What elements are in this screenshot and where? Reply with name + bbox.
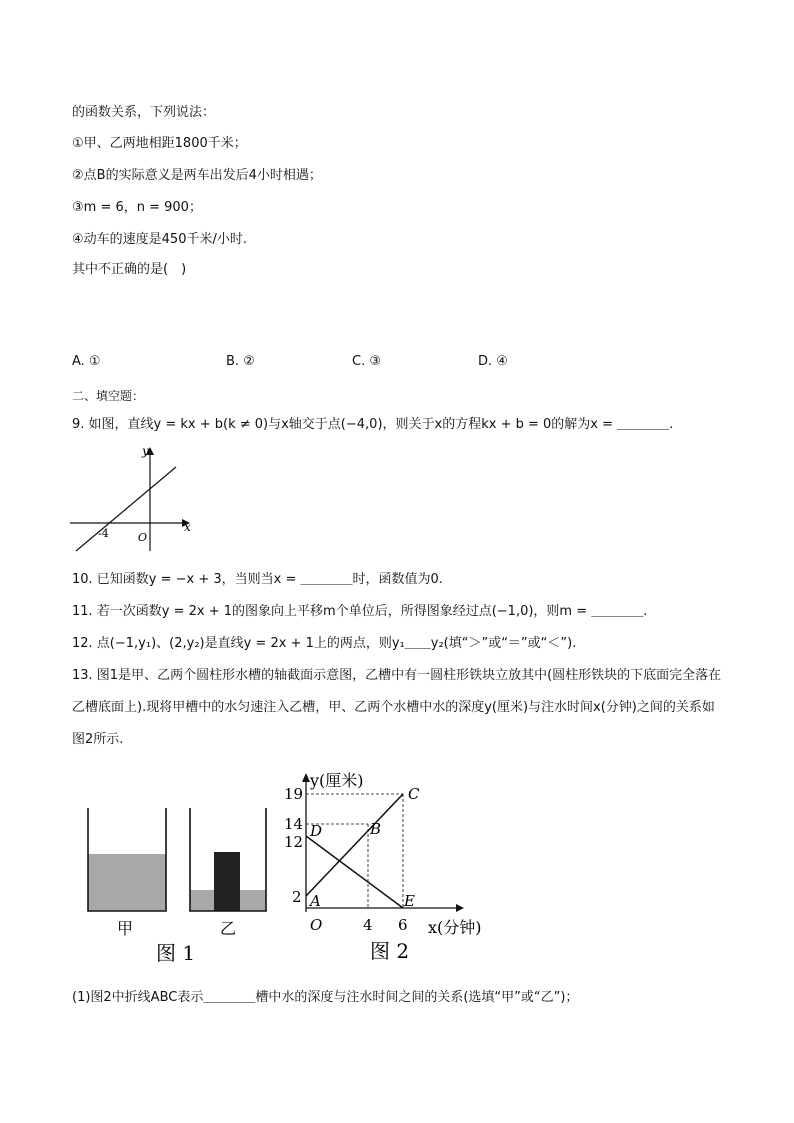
ytick-2: 2 <box>292 888 302 906</box>
statement-4: ④动车的速度是450千米/小时. <box>72 232 247 247</box>
label-jia: 甲 <box>117 919 134 938</box>
tank-jia-water <box>88 854 166 911</box>
x-axis-label: x(分钟) <box>428 918 482 937</box>
point-c: C <box>408 785 420 803</box>
question-prompt: 其中不正确的是( ) <box>72 262 187 277</box>
question-10: 10. 已知函数y = −x + 3，当则当x = ＿＿＿＿时，函数值为0. <box>72 572 443 587</box>
caption-fig1: 图 1 <box>156 941 196 965</box>
option-d[interactable]: D. ④ <box>478 354 508 369</box>
line-abc <box>306 794 403 896</box>
point-d: D <box>310 822 323 840</box>
xtick-origin: O <box>310 916 323 934</box>
question-12: 12. 点(−1,y₁)、(2,y₂)是直线y = 2x + 1上的两点，则y₁＿＿y₂(填“＞”或“＝”或“＜”). <box>72 636 577 651</box>
x-axis-label: x <box>184 520 191 534</box>
ytick-12: 12 <box>284 833 304 851</box>
xtick-4: 4 <box>363 916 373 934</box>
statement-3: ③m = 6，n = 900； <box>72 200 202 215</box>
point-a: A <box>310 892 321 910</box>
question-13: 13. 图1是甲、乙两个圆柱形水槽的轴截面示意图，乙槽中有一圆柱形铁块立放其中(圆柱形铁块的下底面完全落在乙槽底面上).现将甲槽中的水匀速注入乙槽，甲、乙两个水槽中水的深度y(厘米)与注水时间x(分钟)之间的关系如图2所示. <box>72 668 722 747</box>
caption-fig2: 图 2 <box>370 939 410 963</box>
y-axis-arrow <box>302 773 310 782</box>
figure-2 <box>280 768 500 968</box>
iron-block <box>214 852 240 911</box>
point-b: B <box>370 820 382 838</box>
x-axis-arrow <box>456 904 464 912</box>
option-c[interactable]: C. ③ <box>352 354 381 369</box>
xtick-6: 6 <box>398 916 408 934</box>
y-axis-label: y(厘米) <box>310 771 364 790</box>
section-title: 二、填空题： <box>72 389 145 403</box>
point-e: E <box>404 892 415 910</box>
line-y-kx-b <box>76 467 176 551</box>
label-yi: 乙 <box>220 919 237 938</box>
intro-line: 的函数关系，下列说法： <box>72 105 216 120</box>
ytick-19: 19 <box>284 785 304 803</box>
question-11: 11. 若一次函数y = 2x + 1的图象向上平移m个单位后，所得图象经过点(−1,0)，则m = ＿＿＿＿. <box>72 604 648 619</box>
option-b[interactable]: B. ② <box>226 354 255 369</box>
tick-neg4: -4 <box>98 527 109 540</box>
statement-1: ①甲、乙两地相距1800千米； <box>72 136 247 151</box>
figure-1 <box>80 800 280 970</box>
statement-2: ②点B的实际意义是两车出发后4小时相遇； <box>72 168 322 183</box>
origin-label: O <box>138 531 148 544</box>
question-13-part-1: (1)图2中折线ABC表示＿＿＿＿槽中水的深度与注水时间之间的关系(选填“甲”或“乙”)； <box>72 990 579 1005</box>
question-9: 9. 如图，直线y = kx + b(k ≠ 0)与x轴交于点(−4,0)，则关于x的方程kx + b = 0的解为x = ＿＿＿＿. <box>72 417 674 432</box>
option-a[interactable]: A. ① <box>72 354 101 369</box>
y-axis-label: y <box>142 444 149 458</box>
ytick-14: 14 <box>284 815 304 833</box>
q9-graph <box>68 443 198 555</box>
